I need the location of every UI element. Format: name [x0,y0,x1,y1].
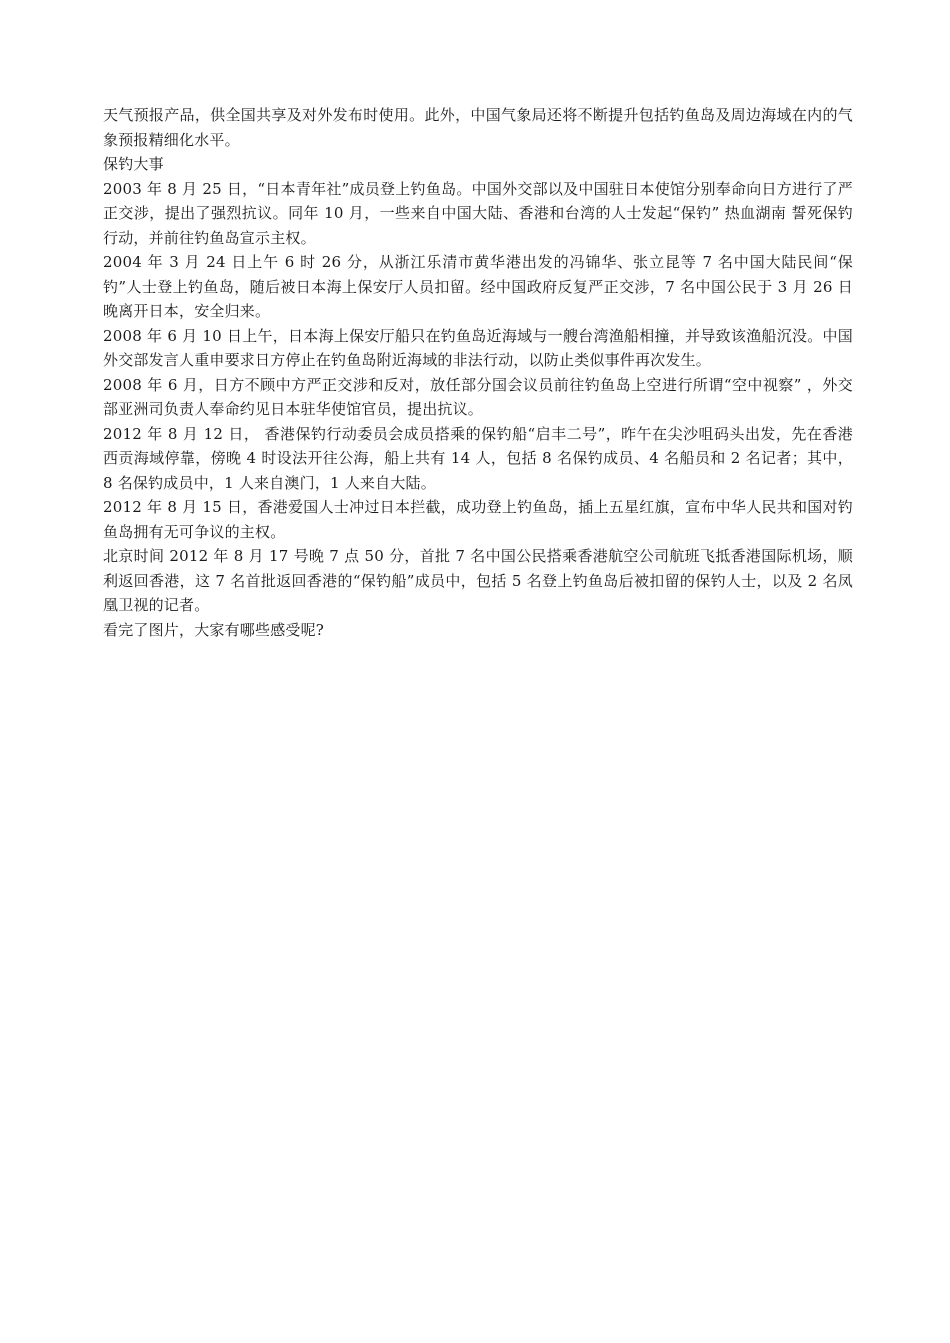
paragraph-event-2003: 2003 年 8 月 25 日，“日本青年社”成员登上钓鱼岛。中国外交部以及中国驻日本使馆分别奉命向日方进行了严正交涉，提出了强烈抗议。同年 10 月，一些来自中国大陆、香港和台湾的人士发起“保钓” 热血湖南 誓死保钓行动，并前往钓鱼岛宣示主权。 [103,179,853,247]
paragraph-closing-question: 看完了图片，大家有哪些感受呢? [103,620,325,639]
document-body [103,103,853,642]
paragraph-event-2012-aug-15: 2012 年 8 月 15 日，香港爱国人士冲过日本拦截，成功登上钓鱼岛，插上五星红旗，宣布中华人民共和国对钓鱼岛拥有无可争议的主权。 [103,498,853,541]
paragraph-event-2008-june: 2008 年 6 月，日方不顾中方严正交涉和反对，放任部分国会议员前往钓鱼岛上空进行所谓“空中视察” ，外交部亚洲司负责人奉命约见日本驻华使馆官员，提出抗议。 [103,375,853,418]
paragraph-event-2008-june-10: 2008 年 6 月 10 日上午，日本海上保安厅船只在钓鱼岛近海域与一艘台湾渔船相撞，并导致该渔船沉没。中国外交部发言人重申要求日方停止在钓鱼岛附近海域的非法行动，以防止类似事件再次发生。 [103,326,853,369]
paragraph-event-2012-aug-12: 2012 年 8 月 12 日， 香港保钓行动委员会成员搭乘的保钓船“启丰二号”，昨午在尖沙咀码头出发，先在香港西贡海域停靠，傍晚 4 时设法开往公海，船上共有 14 人，包括 8 名保钓成员、4 名船员和 2 名记者；其中，8 名保钓成员中，1 人来自澳门，1 人来自大陆。 [103,424,853,492]
section-heading-baodiao-events: 保钓大事 [103,155,164,173]
paragraph-event-2004: 2004 年 3 月 24 日上午 6 时 26 分，从浙江乐清市黄华港出发的冯锦华、张立昆等 7 名中国大陆民间“保钓”人士登上钓鱼岛，随后被日本海上保安厅人员扣留。经中国政府反复严正交涉，7 名中国公民于 3 月 26 日晚离开日本，安全归来。 [103,253,853,320]
paragraph-event-2012-aug-17: 北京时间 2012 年 8 月 17 号晚 7 点 50 分，首批 7 名中国公民搭乘香港航空公司航班飞抵香港国际机场，顺利返回香港，这 7 名首批返回香港的“保钓船”成员中，包括 5 名登上钓鱼岛后被扣留的保钓人士，以及 2 名凤凰卫视的记者。 [103,547,853,614]
paragraph-weather-forecast: 天气预报产品，供全国共享及对外发布时使用。此外，中国气象局还将不断提升包括钓鱼岛及周边海域在内的气象预报精细化水平。 [103,106,853,149]
